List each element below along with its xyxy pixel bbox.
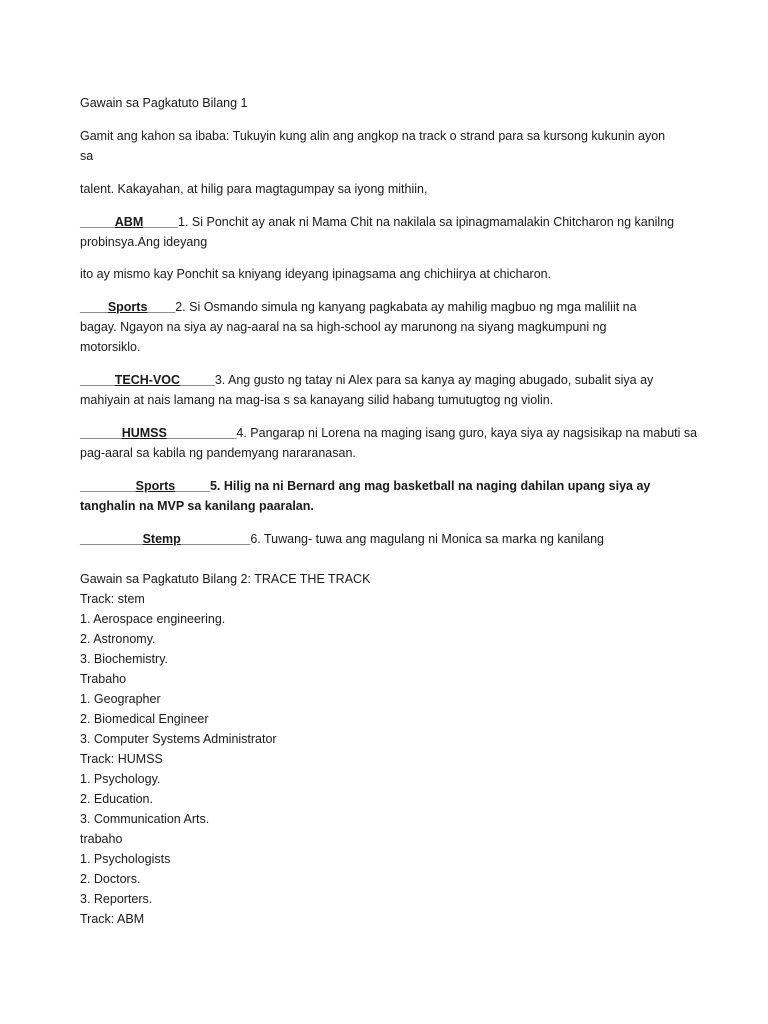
list-line: Track: HUMSS — [80, 752, 163, 766]
item-2-blank-pre: ____ — [80, 300, 108, 314]
item-4-blank-pre: ______ — [80, 426, 122, 440]
list-line: 1. Aerospace engineering. — [80, 612, 226, 626]
item-4-blank-post: __________ — [166, 426, 237, 440]
item-1-text: 1. Si Ponchit ay anak ni Mama Chit na nakilala sa ipinagmamalakin Chitcharon ng kanilng — [178, 215, 675, 229]
item-1-blank-pre: _____ — [80, 215, 115, 229]
list-line: 1. Psychology. — [80, 772, 161, 786]
list-line: 3. Reporters. — [80, 892, 153, 906]
item-1-line-1 — [80, 212, 674, 232]
item-2-answer: Sports — [107, 300, 148, 314]
list-line: 1. Psychologists — [80, 852, 171, 866]
item-1-answer: ABM — [114, 215, 144, 229]
item-1-line-3: ito ay mismo kay Ponchit sa kniyang ideyang ipinagsama ang chichiirya at chicharon. — [80, 267, 552, 281]
list-line: 3. Biochemistry. — [80, 652, 168, 666]
instruction-line-3: talent. Kakayahan, at hilig para magtagumpay sa iyong mithiin, — [80, 182, 428, 196]
item-2-line-3: motorsiklo. — [80, 340, 141, 354]
item-2-line-1 — [80, 297, 637, 317]
item-2-line-2: bagay. Ngayon na siya ay nag-aaral na sa high-school ay marunong na siyang magkumpuni ng — [80, 320, 607, 334]
section1-title: Gawain sa Pagkatuto Bilang 1 — [80, 96, 248, 110]
item-3-answer: TECH-VOC — [114, 373, 181, 387]
list-line: trabaho — [80, 832, 123, 846]
item-6-line-1 — [80, 529, 604, 549]
item-4-line-2: pag-aaral sa kabila ng pandemyang nararanasan. — [80, 446, 356, 460]
item-6-blank-post: __________ — [180, 532, 251, 546]
instruction-line-1: Gamit ang kahon sa ibaba: Tukuyin kung alin ang angkop na track o strand para sa kursong kukunin ayon — [80, 129, 666, 143]
instruction-line-2: sa — [80, 149, 94, 163]
item-5-blank-pre: ________ — [80, 479, 136, 493]
item-1-line-2: probinsya.Ang ideyang — [80, 235, 208, 249]
item-5-line-2: tanghalin na MVP sa kanilang paaralan. — [80, 499, 314, 513]
item-4-answer: HUMSS — [121, 426, 167, 440]
item-3-text: 3. Ang gusto ng tatay ni Alex para sa kanya ay maging abugado, subalit siya ay — [214, 373, 654, 387]
list-line: 2. Biomedical Engineer — [80, 712, 209, 726]
item-1-blank-post: _____ — [143, 215, 178, 229]
list-line: Track: ABM — [80, 912, 145, 926]
item-4-line-1 — [80, 423, 697, 443]
item-5-blank-post: _____ — [175, 479, 210, 493]
list-line: 3. Computer Systems Administrator — [80, 732, 277, 746]
item-4-text: 4. Pangarap ni Lorena na maging isang guro, kaya siya ay nagsisikap na mabuti sa — [236, 426, 698, 440]
item-6-answer: Stemp — [142, 532, 181, 546]
list-line: 2. Astronomy. — [80, 632, 156, 646]
item-3-blank-post: _____ — [180, 373, 215, 387]
list-line: 3. Communication Arts. — [80, 812, 210, 826]
list-line: Trabaho — [80, 672, 127, 686]
item-3-line-1 — [80, 370, 653, 390]
list-line: 2. Education. — [80, 792, 153, 806]
item-2-blank-post: ____ — [147, 300, 176, 314]
item-3-line-2: mahiyain at nais lamang na mag-isa s sa kanayang silid habang tumutugtog ng violin. — [80, 393, 554, 407]
list-line: 1. Geographer — [80, 692, 161, 706]
section2-title: Gawain sa Pagkatuto Bilang 2: TRACE THE TRACK — [80, 572, 371, 586]
item-5-text: 5. Hilig na ni Bernard ang mag basketball na naging dahilan upang siya ay — [209, 479, 651, 493]
item-5-answer: Sports — [135, 479, 176, 493]
item-3-blank-pre: _____ — [80, 373, 115, 387]
list-line: Track: stem — [80, 592, 145, 606]
item-6-blank-pre: _________ — [80, 532, 143, 546]
item-2-text: 2. Si Osmando simula ng kanyang pagkabata ay mahilig magbuo ng mga maliliit na — [175, 300, 637, 314]
item-5-line-1 — [80, 476, 650, 496]
item-6-text: 6. Tuwang- tuwa ang magulang ni Monica sa marka ng kanilang — [250, 532, 604, 546]
list-line: 2. Doctors. — [80, 872, 141, 886]
